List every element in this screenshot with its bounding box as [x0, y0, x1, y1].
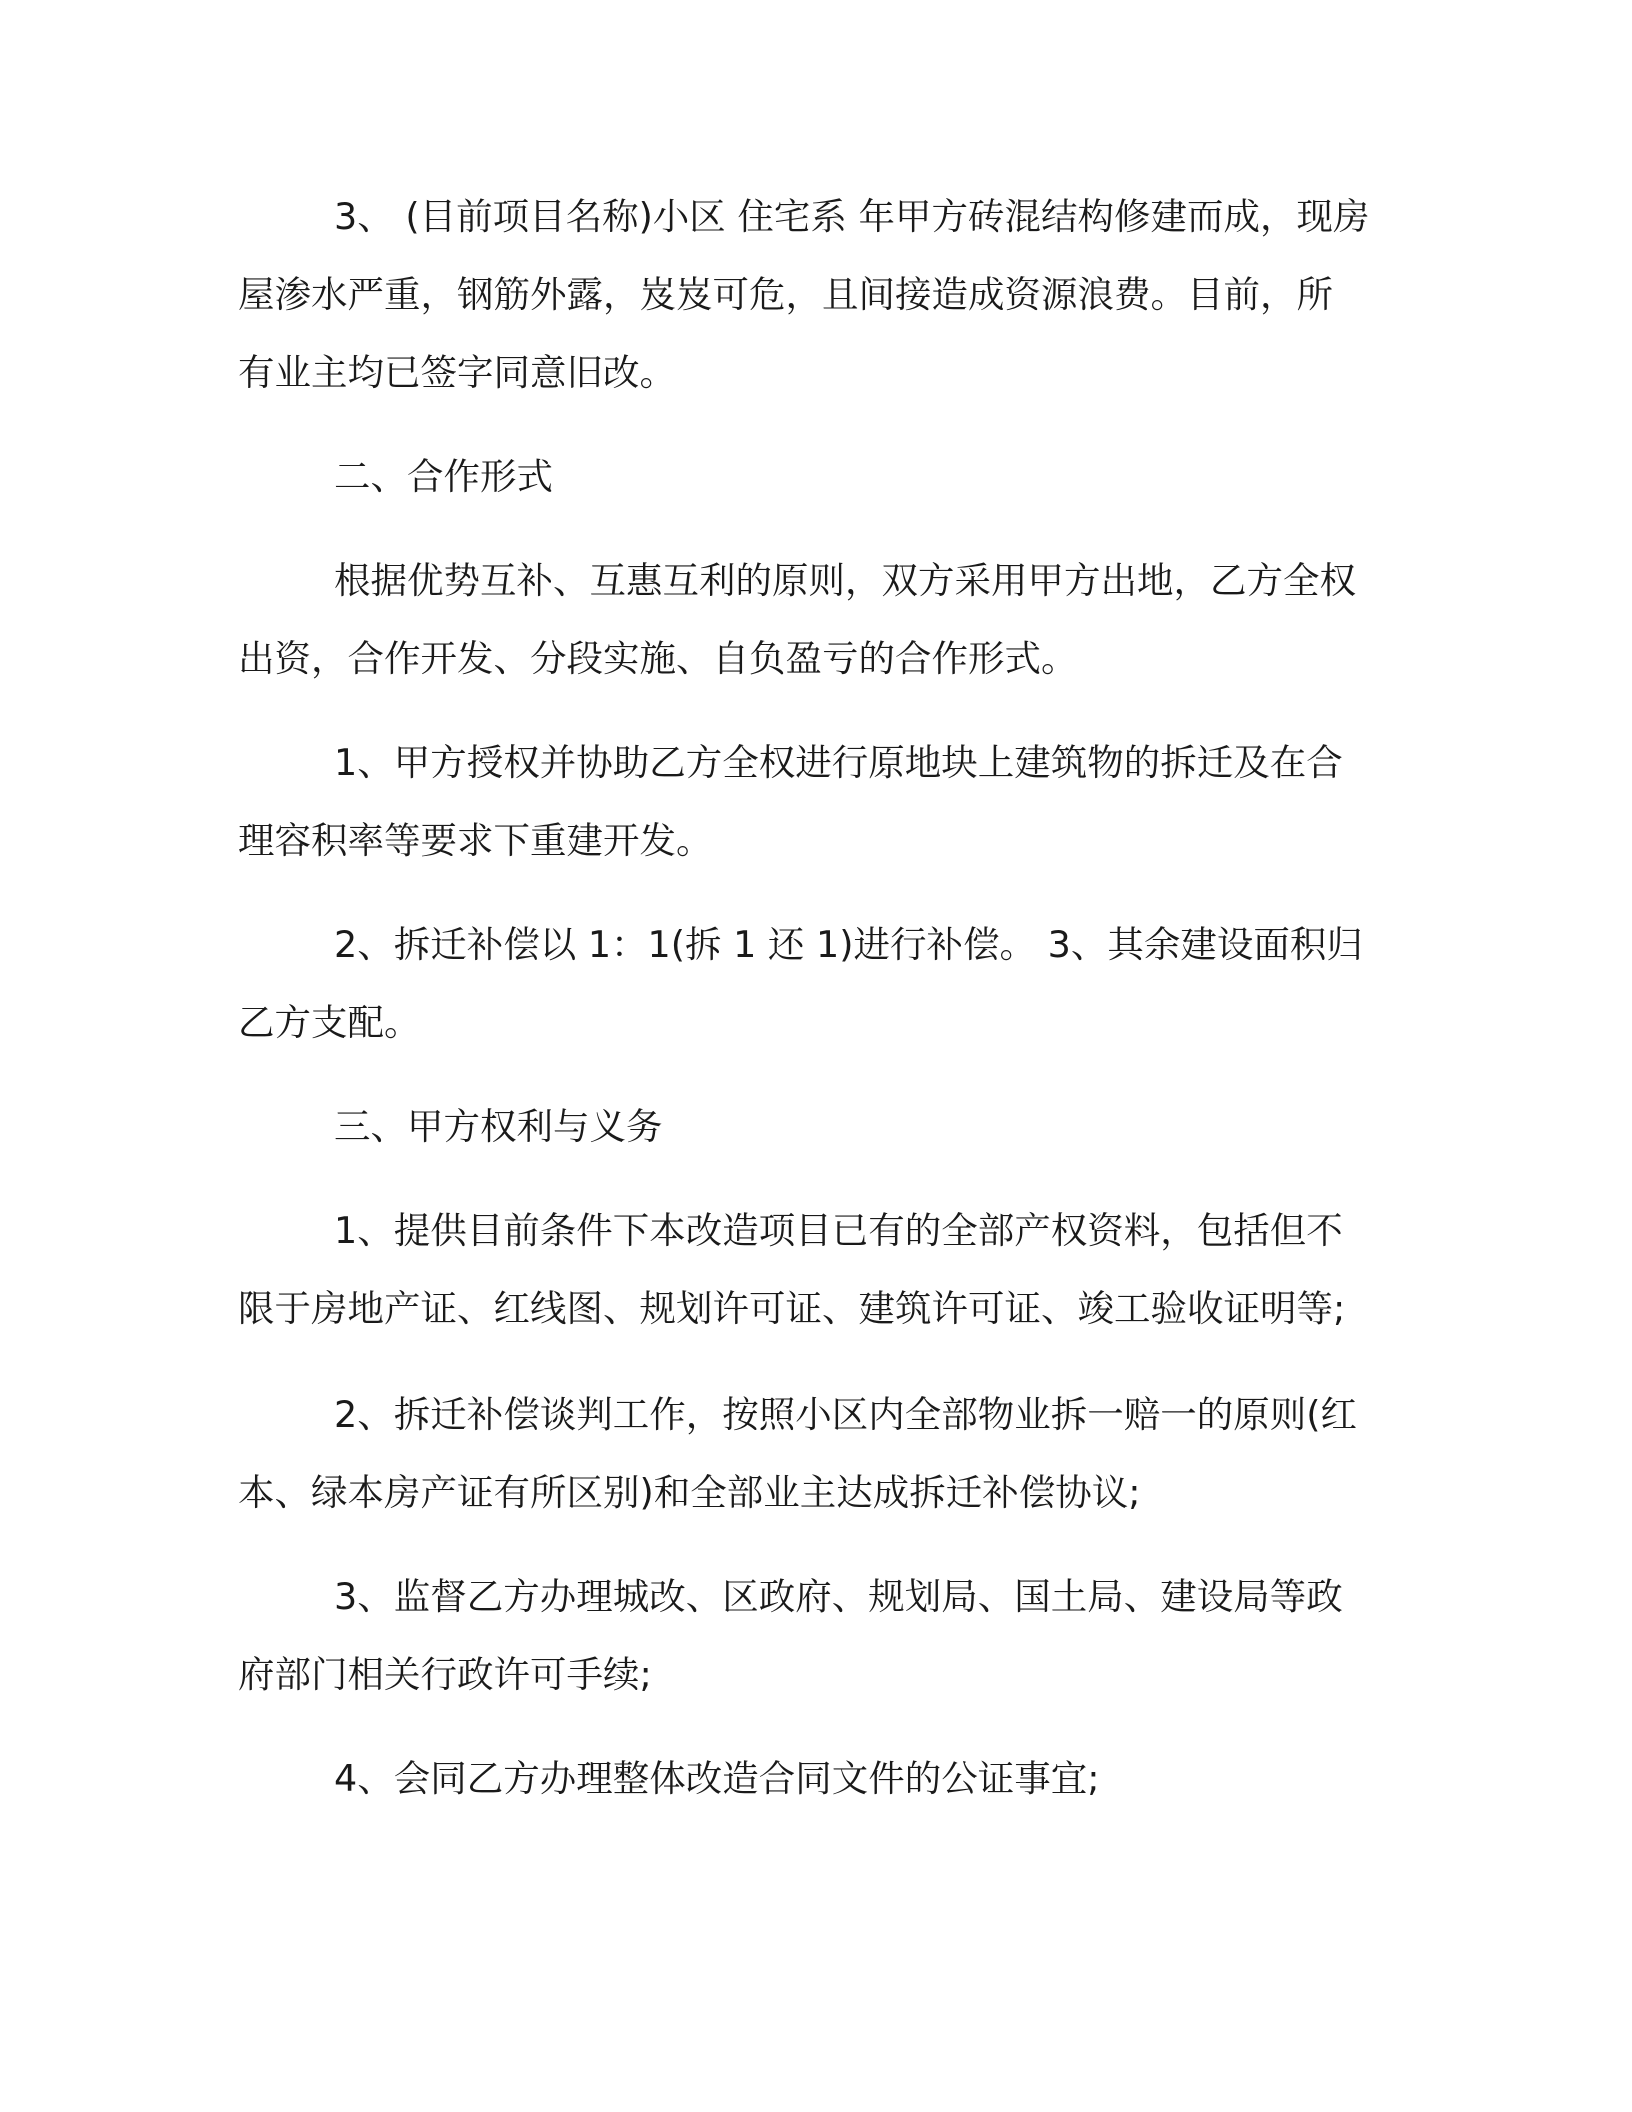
text-line: 屋渗水严重，钢筋外露，岌岌可危，且间接造成资源浪费。目前，所	[238, 273, 1333, 316]
spacer	[238, 698, 1378, 724]
section-heading-cooperation-form: 二、合作形式	[334, 455, 553, 498]
text-line: 根据优势互补、互惠互利的原则，双方采用甲方出地，乙方全权	[334, 559, 1356, 602]
paragraph-obligation-4	[238, 1740, 1378, 1818]
spacer	[238, 1714, 1378, 1740]
paragraph-authorization	[238, 724, 1378, 880]
paragraph-obligation-2	[238, 1376, 1378, 1532]
text-line: 1、甲方授权并协助乙方全权进行原地块上建筑物的拆迁及在合	[334, 741, 1343, 784]
spacer	[238, 516, 1378, 542]
spacer	[238, 1062, 1378, 1088]
section-heading-party-a-rights: 三、甲方权利与义务	[334, 1105, 663, 1148]
document-body	[238, 178, 1378, 1818]
text-line: 3、 (目前项目名称)小区 住宅系 年甲方砖混结构修建而成，现房	[334, 195, 1370, 238]
text-line: 2、拆迁补偿谈判工作，按照小区内全部物业拆一赔一的原则(红	[334, 1393, 1357, 1436]
text-line: 有业主均已签字同意旧改。	[238, 351, 676, 394]
paragraph-project-status	[238, 178, 1378, 412]
text-line: 乙方支配。	[238, 1001, 421, 1044]
paragraph-obligation-3	[238, 1558, 1378, 1714]
spacer	[238, 880, 1378, 906]
text-line: 理容积率等要求下重建开发。	[238, 819, 713, 862]
spacer	[238, 1166, 1378, 1192]
paragraph-obligation-1	[238, 1192, 1378, 1348]
paragraph-cooperation-principle	[238, 542, 1378, 698]
spacer	[238, 1348, 1378, 1376]
text-line: 2、拆迁补偿以 1：1(拆 1 还 1)进行补偿。 3、其余建设面积归	[334, 923, 1363, 966]
text-line: 4、会同乙方办理整体改造合同文件的公证事宜;	[334, 1757, 1100, 1800]
text-line: 府部门相关行政许可手续;	[238, 1653, 652, 1696]
text-line: 3、监督乙方办理城改、区政府、规划局、国土局、建设局等政	[334, 1575, 1343, 1618]
text-line: 限于房地产证、红线图、规划许可证、建筑许可证、竣工验收证明等;	[238, 1287, 1346, 1330]
spacer	[238, 1532, 1378, 1558]
text-line: 本、绿本房产证有所区别)和全部业主达成拆迁补偿协议;	[238, 1471, 1141, 1514]
text-line: 出资，合作开发、分段实施、自负盈亏的合作形式。	[238, 637, 1078, 680]
text-line: 1、提供目前条件下本改造项目已有的全部产权资料，包括但不	[334, 1209, 1343, 1252]
paragraph-compensation	[238, 906, 1378, 1062]
spacer	[238, 412, 1378, 438]
